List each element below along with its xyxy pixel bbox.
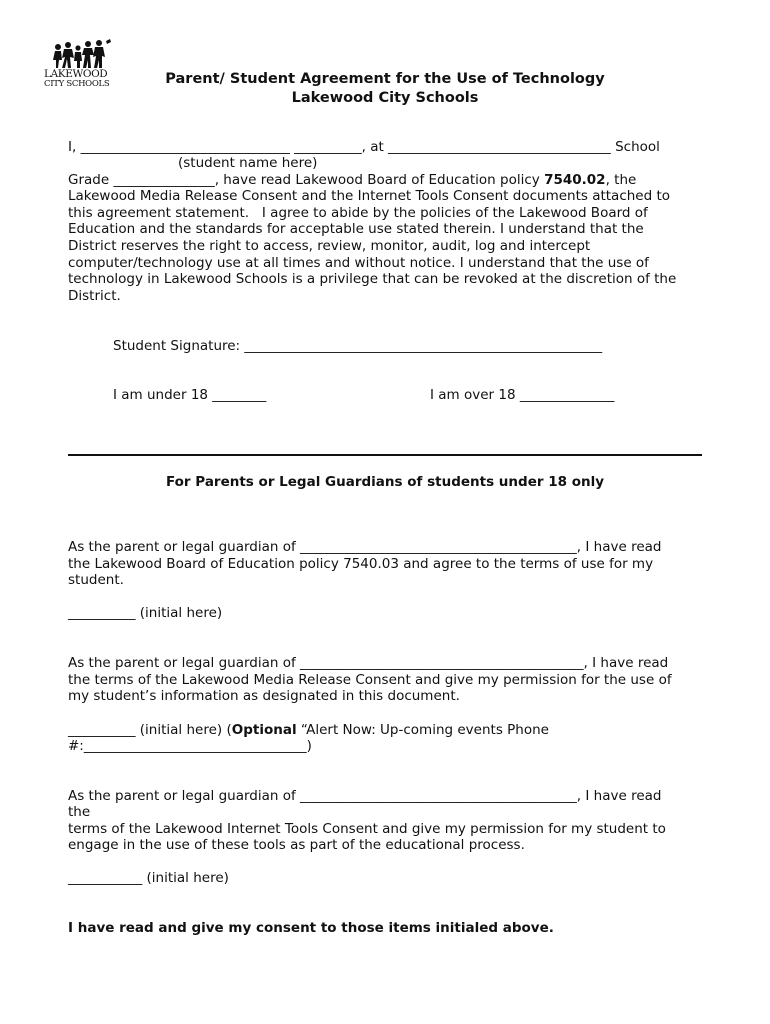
- guardian-block1-line1[interactable]: As the parent or legal guardian of _________________________________________, I have read: [68, 539, 662, 555]
- guardian-block3-line3: terms of the Lakewood Internet Tools Consent and give my permission for my student to: [68, 821, 666, 837]
- over-18-field[interactable]: I am over 18 ______________: [430, 387, 615, 403]
- document-title: Parent/ Student Agreement for the Use of Technology: [165, 71, 605, 87]
- guardian-block2-line1[interactable]: As the parent or legal guardian of __________________________________________, I have read: [68, 655, 669, 671]
- student-name-hint: (student name here): [178, 155, 318, 171]
- agreement-line-8: technology in Lakewood Schools is a privilege that can be revoked at the discretion of the: [68, 271, 677, 287]
- guardian-block3-initial[interactable]: ___________ (initial here): [68, 870, 229, 886]
- agreement-line-3: Lakewood Media Release Consent and the Internet Tools Consent documents attached to: [68, 188, 671, 204]
- agreement-line-4: this agreement statement. I agree to abide by the policies of the Lakewood Board of: [68, 205, 648, 221]
- guardian-block3-line4: engage in the use of these tools as part of the educational process.: [68, 837, 525, 853]
- guardian-block3-line1[interactable]: As the parent or legal guardian of _________________________________________, I have read: [68, 788, 662, 804]
- children-silhouette-icon: [44, 38, 118, 70]
- student-signature-field[interactable]: Student Signature: _____________________________________________________: [113, 338, 603, 354]
- optional-label: Optional: [231, 722, 297, 738]
- grade-suffix: , the: [605, 172, 637, 188]
- logo-line-2: CITY SCHOOLS: [44, 79, 110, 89]
- section-divider: [68, 454, 702, 456]
- guardian-block2-initial[interactable]: [68, 722, 549, 739]
- agreement-line-1: I, _______________________________ __________, at _________________________________ School: [68, 139, 660, 155]
- document-subtitle: Lakewood City Schools: [291, 90, 479, 106]
- logo-line-1: LAKEWOOD: [44, 68, 108, 80]
- block2-initial-text: __________ (initial here) (: [68, 722, 232, 738]
- agreement-line-5: Education and the standards for acceptable use stated therein. I understand that the: [68, 221, 644, 237]
- under-18-field[interactable]: I am under 18 ________: [113, 387, 267, 403]
- agreement-grade-line: [68, 172, 636, 189]
- grade-text: Grade _______________, have read Lakewood Board of Education policy: [68, 172, 545, 188]
- guardian-section-heading: For Parents or Legal Guardians of students under 18 only: [165, 474, 605, 490]
- guardian-block1-line3: student.: [68, 572, 124, 588]
- agreement-line-6: District reserves the right to access, review, monitor, audit, log and intercept: [68, 238, 591, 254]
- consent-statement: I have read and give my consent to those items initialed above.: [68, 920, 554, 936]
- guardian-block3-line2: the: [68, 804, 91, 820]
- alert-phone-field[interactable]: #:_________________________________): [68, 738, 312, 754]
- guardian-block2-line3: my student’s information as designated in this document.: [68, 688, 460, 704]
- guardian-block2-line2: the terms of the Lakewood Media Release Consent and give my permission for the use of: [68, 672, 672, 688]
- block2-initial-suffix: “Alert Now: Up-coming events Phone: [296, 722, 549, 738]
- guardian-block1-line2: the Lakewood Board of Education policy 7540.03 and agree to the terms of use for my: [68, 556, 654, 572]
- agreement-line-7: computer/technology use at all times and without notice. I understand that the use of: [68, 255, 649, 271]
- guardian-block1-initial[interactable]: __________ (initial here): [68, 605, 223, 621]
- policy-number: 7540.02: [544, 172, 606, 188]
- agreement-line-9: District.: [68, 288, 121, 304]
